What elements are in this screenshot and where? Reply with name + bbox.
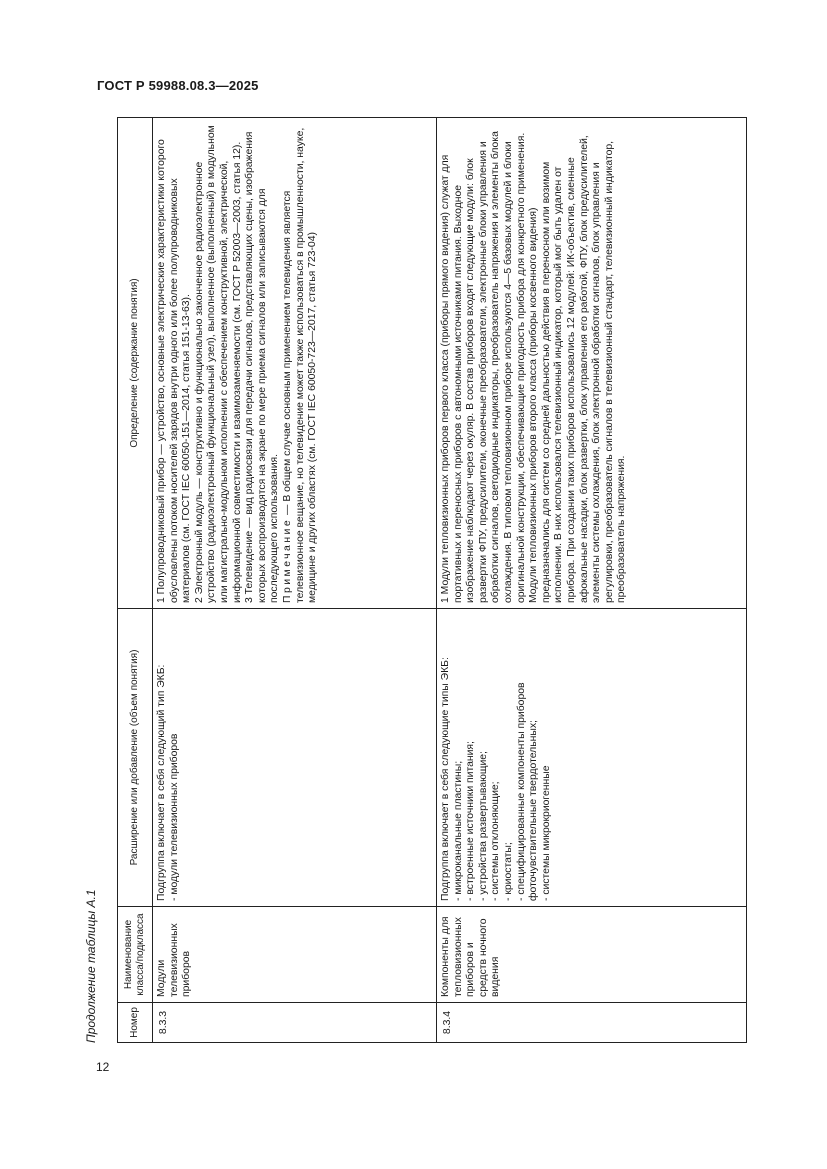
extension-line: Подгруппа включает в себя следующие типы ЭКБ:	[440, 657, 451, 901]
extension-line: - устройства развертывающие;	[477, 751, 489, 901]
definition-paragraph: 3 Телевидение — вид радиосвязи для передачи сигналов, представляющих сцены, изображения которых воспроизводятся на экране по мере приема сигналов или записываются для последующего использования.	[244, 131, 281, 603]
column-header-extension: Расширение или добавление (объем понятия)	[118, 609, 153, 907]
definition-paragraph: 2 Электронный модуль — конструктивно и функционально законченное радиоэлектронное устройство (радиоэлектронный функциональный узел), выполненное (выполненный) в модульном или магистрально-модульном исполнении с обеспечением конструктивной, электрической, информационной совместимости и взаимозаменяемости (см. ГОСТ Р 52003—2003, статья 12).	[193, 125, 243, 603]
definition-paragraph: 1 Модули тепловизионных приборов первого класса (приборы прямого видения) служат для портативных и переносных приборов с автономными источниками питания. Выходное изображение наблюдают через окуляр. В состав приборов входят следующие модули: блок развертки ФПУ, предусилители, оконечные преобразователи, электронные блоки управления и обработки сигналов, светодиодные индикаторы, преобразователь напряжения и элементы блока охлаждения. В типовом тепловизионном приборе используются 4—5 базовых модулей и блоки оригинальной конструкции, обеспечивающие пригодность прибора для конкретного применения.	[440, 131, 527, 603]
row-extension	[437, 609, 747, 907]
extension-line: - встроенные источники питания;	[465, 741, 477, 901]
extension-line: - микроканальные пластины;	[452, 760, 464, 901]
row-definition	[153, 118, 437, 609]
table-continuation-label: Продолжение таблицы А.1	[84, 889, 98, 1043]
definition-paragraph: 1 Полупроводниковый прибор — устройство, основные электрические характеристики которого обусловлены потоком носителей зарядов внутри одного или более полупроводниковых материалов (см. ГОСТ IEC 60050-151—2014, статья 151-13-63).	[156, 139, 193, 603]
page-number: 12	[96, 1060, 110, 1074]
row-class-name: Компоненты для тепловизионных приборов и средств ночного видения	[437, 907, 747, 1003]
table-header-row	[118, 118, 153, 1043]
extension-line: - системы микрокриогенные	[540, 765, 552, 901]
extension-line: Подгруппа включает в себя следующий тип ЭКБ:	[156, 664, 167, 901]
extension-line: - специфицированные компоненты приборов фоточувствительные твердотельных;	[515, 682, 540, 901]
rotated-table-container	[84, 118, 747, 1043]
definition-note	[282, 123, 320, 603]
extension-line: - системы отклоняющие;	[490, 781, 502, 901]
column-header-definition: Определение (содержание понятия)	[118, 118, 153, 609]
note-text: — В общем случае основным применением телевидения является телевизионное вещание, но телевидение может также использоваться в промышленности, науке, медицине и других областях (см. ГОСТ IEC 60050-723—2017, статья 723-04)	[281, 127, 319, 603]
column-header-number: Номер	[118, 1003, 153, 1043]
extension-line: - модули телевизионных приборов	[168, 733, 180, 901]
extension-line: - криостаты;	[502, 842, 514, 901]
row-class-name: Модули телевизионных приборов	[153, 907, 437, 1003]
definition-paragraph: Модули тепловизионных приборов второго класса (приборы косвенного видения) предназначались для систем со средней дальностью действия в переносном или возимом исполнении. В них использовался телевизионный индикатор, который мог быть удален от прибора. При создании таких приборов использовались 12 модулей: ИК-объектив, сменные афокальные насадки, блок развертки, блок управления его работой, ФПУ, блок предусилителей, элементы системы охлаждения, блок электронной обработки сигналов, блок управления и регулировки, преобразователь сигналов в телевизионный стандарт, телевизионный индикатор, преобразователь напряжения.	[528, 135, 628, 603]
row-extension	[153, 609, 437, 907]
row-definition	[437, 118, 747, 609]
column-header-name: Наименование класса/подкласса	[118, 907, 153, 1003]
table-row	[153, 118, 437, 1043]
document-code: ГОСТ Р 59988.08.3—2025	[97, 78, 259, 93]
row-number: 8.3.3	[153, 1003, 437, 1043]
note-label: Примечание	[281, 517, 293, 603]
classification-table	[117, 117, 747, 1043]
table-row	[437, 118, 747, 1043]
row-number: 8.3.4	[437, 1003, 747, 1043]
